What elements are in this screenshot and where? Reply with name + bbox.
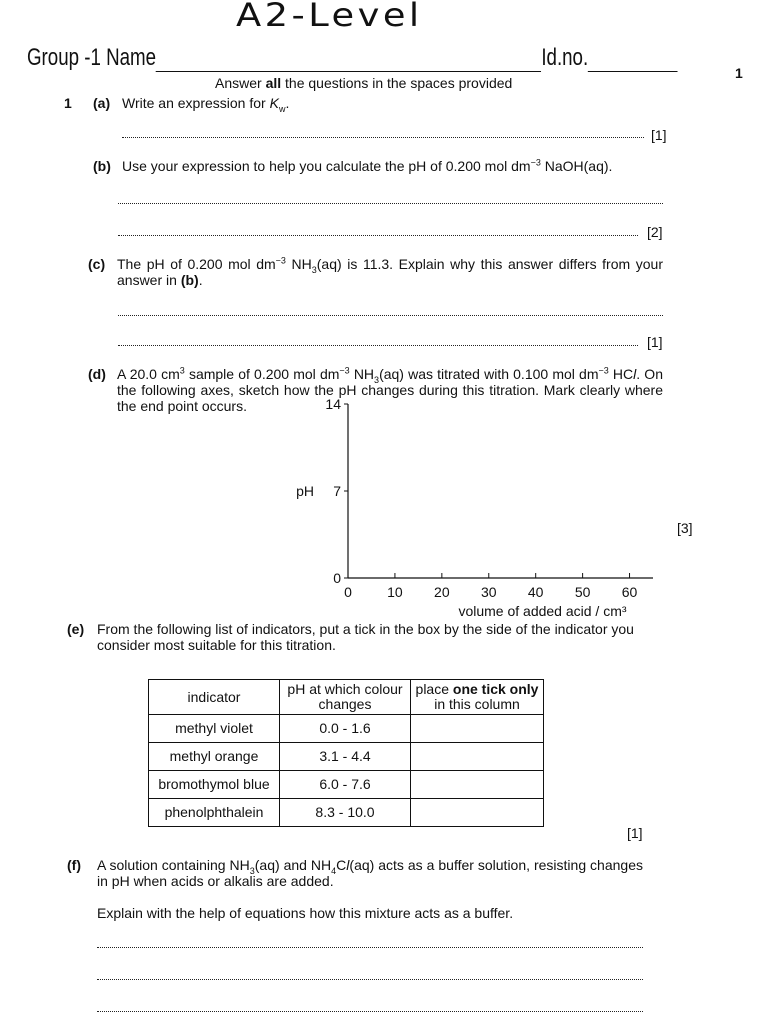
indicator-name: bromothymol blue — [149, 771, 280, 799]
header-indicator: indicator — [149, 680, 280, 715]
y-axis-label: pH — [296, 483, 314, 499]
x-tick-label: 30 — [480, 584, 497, 600]
instructions: Answer all the questions in the spaces provided — [215, 75, 513, 91]
x-tick-label: 0 — [344, 584, 352, 600]
x-axis-label: volume of added acid / cm³ — [458, 603, 627, 619]
answer-line-a[interactable] — [122, 137, 644, 138]
x-tick-label: 40 — [527, 584, 544, 600]
table-row — [149, 743, 544, 771]
header-ph-range: pH at which colour changes — [280, 680, 411, 715]
part-f-text: A solution containing $NH_3(aq)$ and $NH_4Cl(aq)$ acts as a buffer solution, resisting changes in pH when acids or alkalis are added. — [97, 857, 643, 889]
question-number: 1 — [64, 95, 72, 111]
indicator-range: 6.0 - 7.6 — [280, 771, 411, 799]
marks-d: [3] — [677, 520, 693, 536]
answer-line-c1[interactable] — [118, 315, 663, 316]
indicator-table — [148, 679, 544, 827]
tick-box-methyl-orange[interactable] — [411, 743, 544, 771]
tick-box-bromothymol-blue[interactable] — [411, 771, 544, 799]
answer-line-f3[interactable] — [97, 1011, 643, 1012]
table-row — [149, 771, 544, 799]
part-f-label: (f) — [67, 857, 81, 873]
part-e-label: (e) — [67, 621, 85, 637]
table-header-row — [149, 680, 544, 715]
page-number: 1 — [735, 65, 743, 81]
indicator-range: 0.0 - 1.6 — [280, 715, 411, 743]
table-row — [149, 799, 544, 827]
name-field[interactable] — [156, 49, 541, 72]
student-header — [27, 44, 678, 72]
y-tick-label: 0 — [333, 570, 341, 586]
part-d-label: (d) — [88, 366, 106, 382]
x-tick-label: 10 — [387, 584, 403, 600]
y-tick-label: 7 — [333, 483, 341, 499]
part-e-text: From the following list of indicators, put a tick in the box by the side of the indicator you consider most suitable for this titration. — [97, 621, 634, 653]
x-tick-label: 60 — [621, 584, 638, 600]
id-field[interactable] — [588, 49, 678, 72]
answer-line-c2[interactable] — [118, 345, 638, 346]
indicator-name: methyl violet — [149, 715, 280, 743]
id-label: Id.no. — [541, 44, 589, 71]
table-row — [149, 715, 544, 743]
marks-c: [1] — [647, 334, 663, 350]
part-a-text: Write an expression for $K_w$. — [122, 95, 290, 114]
header-tick-column: place one tick only in this column — [411, 680, 544, 715]
part-b-text: Use your expression to help you calculate the pH of 0.200 mol $dm^{-3}$ NaOH(aq). — [122, 157, 613, 174]
indicator-name: methyl orange — [149, 743, 280, 771]
part-f-explain: Explain with the help of equations how this mixture acts as a buffer. — [97, 905, 514, 921]
answer-line-b2[interactable] — [118, 235, 638, 236]
x-tick-label: 20 — [434, 584, 450, 600]
marks-e: [1] — [627, 825, 643, 841]
y-tick-label: 14 — [325, 396, 341, 412]
tick-box-methyl-violet[interactable] — [411, 715, 544, 743]
part-c-text: The pH of 0.200 mol $dm^{-3}$ $NH_3(aq)$ is 11.3. Explain why this answer differs from your answer in (b). — [117, 255, 663, 288]
tick-box-phenolphthalein[interactable] — [411, 799, 544, 827]
marks-a: [1] — [651, 127, 667, 143]
answer-line-b1[interactable] — [118, 203, 663, 204]
group-name-label: Group -1 Name — [27, 44, 157, 71]
answer-line-f1[interactable] — [97, 947, 643, 948]
part-c-label: (c) — [88, 256, 106, 272]
page-title: A2-Level — [236, 0, 423, 34]
x-tick-label: 50 — [574, 584, 591, 600]
titration-axes[interactable] — [280, 392, 680, 622]
answer-line-f2[interactable] — [97, 979, 643, 980]
marks-b: [2] — [647, 224, 663, 240]
indicator-range: 8.3 - 10.0 — [280, 799, 411, 827]
part-b-label: (b) — [93, 158, 111, 174]
indicator-name: phenolphthalein — [149, 799, 280, 827]
indicator-range: 3.1 - 4.4 — [280, 743, 411, 771]
part-d-text: A 20.0 $cm^3$ sample of 0.200 mol $dm^{-3}$ $NH_3(aq)$ was titrated with 0.100 mol $dm^{-3}$ HCl. On the following axes, sketch how the pH changes during this titration. Mark clearly where the end point occurs. — [117, 365, 663, 414]
part-a-label: (a) — [93, 95, 111, 111]
